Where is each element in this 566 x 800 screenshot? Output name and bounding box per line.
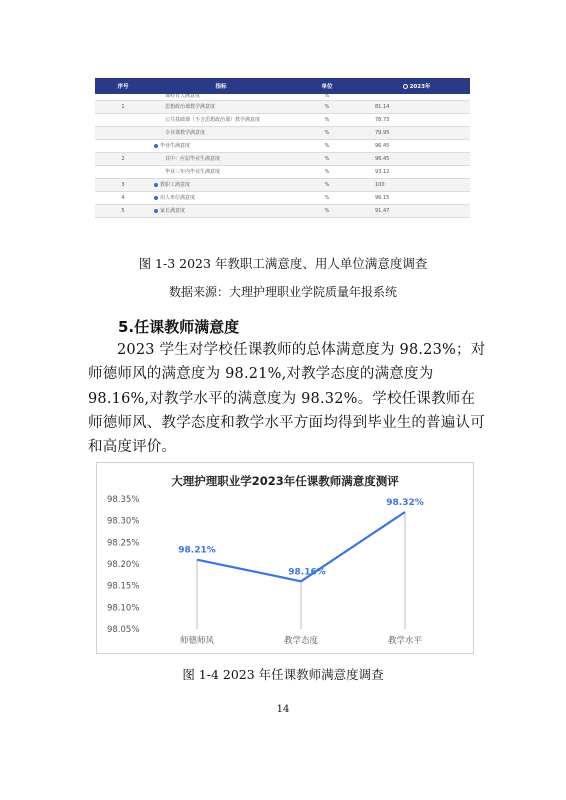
cell-no [95, 126, 151, 139]
indicator-label: 公共基础课（不含思想政治课）教学满意度 [165, 117, 261, 123]
cell-unit: % [291, 178, 363, 191]
cell-unit: % [291, 165, 363, 178]
cell-no [95, 165, 151, 178]
cell-value: 96.15 [363, 191, 470, 204]
indicator-label: 课程育人满意度 [165, 94, 201, 100]
indicator-label: 家长满意度 [160, 208, 186, 214]
cell-value: 81.14 [363, 100, 470, 113]
cell-indicator [151, 126, 291, 139]
line-chart-container [96, 462, 474, 654]
cell-unit: % [291, 94, 363, 100]
figure-caption-1-4: 图 1-4 2023 年任课教师满意度调查 [182, 667, 384, 682]
figure-caption-1-3: 图 1-3 2023 年教职工满意度、用人单位满意度调查 [138, 256, 428, 271]
cell-unit: % [291, 126, 363, 139]
header-indicator: 指标 [151, 78, 291, 94]
header-unit: 单位 [291, 78, 363, 94]
cell-value: 96.45 [363, 152, 470, 165]
cell-indicator [151, 100, 291, 113]
table-row [95, 126, 470, 139]
bullet-dot-icon [154, 144, 158, 148]
table-row [95, 178, 470, 191]
table-row [95, 191, 470, 204]
cell-value: 79.95 [363, 126, 470, 139]
data-label: 98.16% [288, 567, 326, 578]
y-tick-label: 98.15% [107, 581, 140, 592]
bullet-dot-icon [154, 183, 158, 187]
section-heading: 5.任课教师满意度 [118, 318, 240, 336]
data-source-note: 数据来源：大理护理职业学院质量年报系统 [168, 285, 397, 299]
cell-no [95, 113, 151, 126]
table-header-row [95, 78, 470, 94]
cell-indicator [151, 152, 291, 165]
cell-indicator [151, 139, 291, 152]
cell-no [95, 139, 151, 152]
cell-no: 1 [95, 100, 151, 113]
indicator-label: 毕业生满意度 [160, 143, 191, 149]
indicator-label: 用人单位满意度 [160, 195, 196, 201]
y-tick-label: 98.20% [107, 560, 140, 570]
cell-indicator [151, 165, 291, 178]
cell-no: 5 [95, 204, 151, 217]
satisfaction-table [95, 78, 470, 218]
cell-indicator [151, 204, 291, 217]
cell-unit: % [291, 113, 363, 126]
satisfaction-table-image [95, 78, 470, 240]
chart-title: 大理护理职业学2023年任课教师满意度测评 [171, 474, 399, 488]
table-row [95, 139, 470, 152]
indicator-label: 专业课教学满意度 [165, 130, 206, 136]
cell-unit: % [291, 152, 363, 165]
table-row [95, 204, 470, 217]
bullet-dot-icon [154, 209, 158, 213]
cell-value: 96.45 [363, 139, 470, 152]
table-row [95, 100, 470, 113]
cell-value: 100 [363, 178, 470, 191]
y-tick-label: 98.10% [107, 603, 140, 614]
cell-no: 3 [95, 178, 151, 191]
cell-value: 93.12 [363, 165, 470, 178]
x-tick-label: 教学态度 [283, 636, 319, 646]
cell-indicator [151, 113, 291, 126]
cell-unit: % [291, 100, 363, 113]
table-row [95, 113, 470, 126]
y-tick-label: 98.30% [107, 516, 140, 527]
cell-indicator [151, 178, 291, 191]
table-row [95, 165, 470, 178]
body-paragraph: 2023 学生对学校任课教师的总体满意度为 98.23%；对师德师风的满意度为 98.21%,对教学态度的满意度为 98.16%,对教学水平的满意度为 98.32%。学校任课教师在师德师风、教学态度和教学水平方面均得到毕业生的普遍认可和高度评价。 [88, 342, 486, 456]
indicator-label: 毕业三年内毕业生满意度 [165, 169, 221, 175]
cell-unit: % [291, 139, 363, 152]
cell-no: 2 [95, 152, 151, 165]
cell-unit: % [291, 191, 363, 204]
header-year: 2023年 [363, 78, 470, 94]
cell-no: 4 [95, 191, 151, 204]
page-number: 14 [276, 704, 290, 715]
indicator-label: 思想政治课教学满意度 [165, 104, 216, 110]
indicator-label: 教职工满意度 [160, 182, 191, 188]
x-tick-label: 教学水平 [387, 636, 423, 646]
bullet-dot-icon [154, 196, 158, 200]
data-label: 98.21% [178, 545, 216, 556]
cell-indicator [151, 191, 291, 204]
indicator-label: 其中：应届毕业生满意度 [165, 156, 221, 162]
cell-unit: % [291, 204, 363, 217]
data-label: 98.32% [386, 498, 424, 508]
cell-value: 91.47 [363, 204, 470, 217]
y-tick-label: 98.35% [107, 495, 140, 505]
y-tick-label: 98.25% [107, 538, 140, 549]
y-tick-label: 98.05% [107, 625, 140, 635]
clock-icon [403, 84, 408, 89]
cell-value: 78.73 [363, 113, 470, 126]
x-tick-label: 师德师风 [179, 636, 215, 646]
line-chart [97, 463, 473, 653]
table-row [95, 152, 470, 165]
header-no: 序号 [95, 78, 151, 94]
